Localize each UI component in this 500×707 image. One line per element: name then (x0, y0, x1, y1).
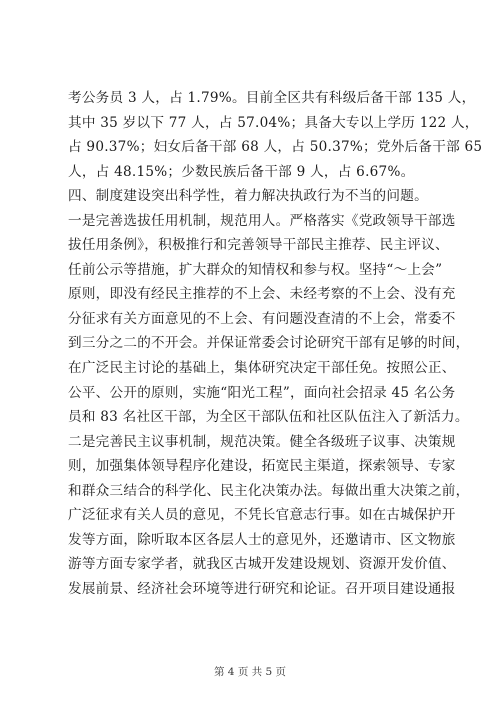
text-line: 四、制度建设突出科学性，着力解决执政行为不当的问题。 (68, 188, 428, 205)
text-line: 和群众三结合的科学化、民主化决策办法。每做出重大决策之前， (68, 482, 470, 499)
text-line: 则，加强集体领导程序化建设，拓宽民主渠道，探索领导、专家 (68, 458, 456, 475)
text-line: 占 90.37%；妇女后备干部 68 人，占 50.37%；党外后备干部 65 (68, 139, 483, 156)
text-line: 公平、公开的原则，实施“阳光工程”，面向社会招录 45 名公务 (68, 384, 456, 401)
text-line: 发展前景、经济社会环境等进行研究和论证。召开项目建设通报 (68, 580, 456, 597)
text-line: 原则，即没有经民主推荐的不上会、未经考察的不上会、没有充 (68, 286, 456, 303)
text-line: 在广泛民主讨论的基础上，集体研究决定干部任免。按照公正、 (68, 360, 456, 377)
text-line: 考公务员 3 人，占 1.79%。目前全区共有科级后备干部 135 人， (68, 90, 476, 106)
text-line: 到三分之二的不开会。并保证常委会讨论研究干部有足够的时间， (68, 335, 470, 352)
text-line: 发等方面，除听取本区各层人士的意见外，还邀请市、区文物旅 (68, 531, 456, 548)
text-line: 拔任用条例》，积极推行和完善领导干部民主推荐、民主评议、 (68, 237, 449, 254)
text-line: 员和 83 名社区干部，为全区干部队伍和社区队伍注入了新活力。 (68, 409, 469, 426)
text-line: 一是完善选拔任用机制，规范用人。严格落实《党政领导干部选 (68, 212, 456, 229)
text-line: 人，占 48.15%；少数民族后备干部 9 人，占 6.67%。 (68, 163, 415, 180)
page-number-footer: 第 4 页 共 5 页 (213, 666, 287, 678)
text-line: 其中 35 岁以下 77 人，占 57.04%；具备大专以上学历 122 人， (68, 114, 479, 131)
text-line: 分征求有关方面意见的不上会、有问题没查清的不上会，常委不 (68, 310, 456, 327)
text-line: 二是完善民主议事机制，规范决策。健全各级班子议事、决策规 (68, 433, 456, 450)
text-line: 游等方面专家学者，就我区古城开发建设规划、资源开发价值、 (68, 556, 456, 573)
document-body (68, 86, 483, 601)
text-line: 广泛征求有关人员的意见，不凭长官意志行事。如在古城保护开 (68, 507, 456, 524)
text-line: 任前公示等措施，扩大群众的知情权和参与权。坚持“～上会” (68, 261, 443, 278)
